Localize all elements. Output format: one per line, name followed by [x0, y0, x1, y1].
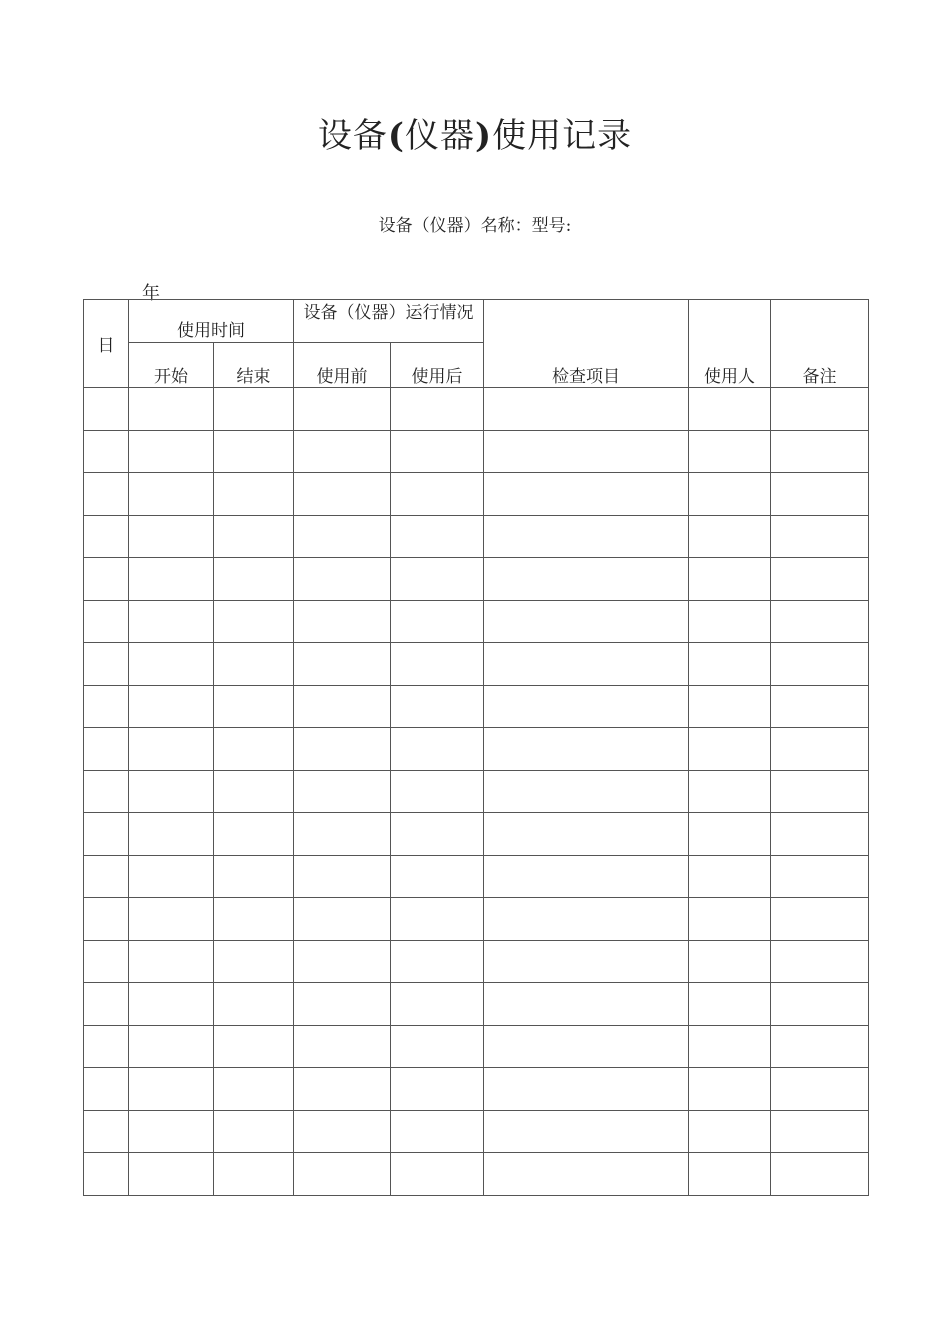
header-check-items: 检查项目	[484, 300, 689, 388]
day-cell[interactable]	[84, 558, 129, 601]
day-cell[interactable]	[84, 430, 129, 473]
user-cell[interactable]	[689, 685, 771, 728]
before-use-cell[interactable]	[294, 430, 391, 473]
header-remarks: 备注	[771, 300, 869, 388]
day-cell[interactable]	[84, 643, 129, 686]
end-cell[interactable]	[214, 983, 294, 1026]
user-cell[interactable]	[689, 1153, 771, 1196]
after-use-cell[interactable]	[391, 1068, 484, 1111]
before-use-cell[interactable]	[294, 855, 391, 898]
before-use-cell[interactable]	[294, 473, 391, 516]
day-cell[interactable]	[84, 473, 129, 516]
header-use-time: 使用时间	[129, 300, 294, 343]
before-use-cell[interactable]	[294, 1110, 391, 1153]
start-cell[interactable]	[129, 1068, 214, 1111]
user-cell[interactable]	[689, 983, 771, 1026]
check-items-cell[interactable]	[484, 1110, 689, 1153]
after-use-cell[interactable]	[391, 1110, 484, 1153]
after-use-cell[interactable]	[391, 473, 484, 516]
before-use-cell[interactable]	[294, 940, 391, 983]
remarks-cell[interactable]	[771, 728, 869, 771]
remarks-cell[interactable]	[771, 898, 869, 941]
check-items-cell[interactable]	[484, 1025, 689, 1068]
header-row-1	[84, 300, 869, 343]
end-cell[interactable]	[214, 1025, 294, 1068]
after-use-cell[interactable]	[391, 388, 484, 431]
before-use-cell[interactable]	[294, 685, 391, 728]
end-cell[interactable]	[214, 728, 294, 771]
end-cell[interactable]	[214, 898, 294, 941]
end-cell[interactable]	[214, 473, 294, 516]
check-items-cell[interactable]	[484, 1153, 689, 1196]
remarks-cell[interactable]	[771, 515, 869, 558]
day-cell[interactable]	[84, 855, 129, 898]
table-row	[84, 855, 869, 898]
after-use-cell[interactable]	[391, 1025, 484, 1068]
start-cell[interactable]	[129, 940, 214, 983]
end-cell[interactable]	[214, 770, 294, 813]
start-cell[interactable]	[129, 983, 214, 1026]
day-cell[interactable]	[84, 813, 129, 856]
start-cell[interactable]	[129, 643, 214, 686]
header-run-status: 设备（仪器）运行情况	[294, 300, 484, 343]
check-items-cell[interactable]	[484, 473, 689, 516]
user-cell[interactable]	[689, 898, 771, 941]
after-use-cell[interactable]	[391, 898, 484, 941]
page-title	[0, 108, 950, 157]
user-cell[interactable]	[689, 1025, 771, 1068]
before-use-cell[interactable]	[294, 515, 391, 558]
table-row	[84, 1025, 869, 1068]
end-cell[interactable]	[214, 558, 294, 601]
check-items-cell[interactable]	[484, 728, 689, 771]
after-use-cell[interactable]	[391, 813, 484, 856]
day-cell[interactable]	[84, 940, 129, 983]
start-cell[interactable]	[129, 558, 214, 601]
check-items-cell[interactable]	[484, 643, 689, 686]
day-cell[interactable]	[84, 388, 129, 431]
remarks-cell[interactable]	[771, 855, 869, 898]
before-use-cell[interactable]	[294, 728, 391, 771]
remarks-cell[interactable]	[771, 1153, 869, 1196]
header-user: 使用人	[689, 300, 771, 388]
table-row	[84, 685, 869, 728]
after-use-cell[interactable]	[391, 770, 484, 813]
after-use-cell[interactable]	[391, 728, 484, 771]
title-close-bracket: )	[475, 116, 493, 156]
before-use-cell[interactable]	[294, 600, 391, 643]
check-items-cell[interactable]	[484, 685, 689, 728]
end-cell[interactable]	[214, 430, 294, 473]
user-cell[interactable]	[689, 855, 771, 898]
day-cell[interactable]	[84, 1025, 129, 1068]
remarks-cell[interactable]	[771, 600, 869, 643]
table-row	[84, 1153, 869, 1196]
check-items-cell[interactable]	[484, 1068, 689, 1111]
day-cell[interactable]	[84, 898, 129, 941]
record-body	[84, 388, 869, 1196]
table-row	[84, 898, 869, 941]
before-use-cell[interactable]	[294, 1068, 391, 1111]
check-items-cell[interactable]	[484, 600, 689, 643]
end-cell[interactable]	[214, 600, 294, 643]
after-use-cell[interactable]	[391, 643, 484, 686]
remarks-cell[interactable]	[771, 643, 869, 686]
after-use-cell[interactable]	[391, 983, 484, 1026]
remarks-cell[interactable]	[771, 430, 869, 473]
table-row	[84, 643, 869, 686]
check-items-cell[interactable]	[484, 515, 689, 558]
start-cell[interactable]	[129, 473, 214, 516]
table-row	[84, 388, 869, 431]
user-cell[interactable]	[689, 813, 771, 856]
end-cell[interactable]	[214, 1068, 294, 1111]
table-row	[84, 940, 869, 983]
user-cell[interactable]	[689, 643, 771, 686]
table-row	[84, 1110, 869, 1153]
after-use-cell[interactable]	[391, 515, 484, 558]
user-cell[interactable]	[689, 728, 771, 771]
day-cell[interactable]	[84, 685, 129, 728]
title-open-bracket: (	[387, 116, 405, 156]
user-cell[interactable]	[689, 515, 771, 558]
user-cell[interactable]	[689, 388, 771, 431]
check-items-cell[interactable]	[484, 983, 689, 1026]
before-use-cell[interactable]	[294, 643, 391, 686]
table-row	[84, 728, 869, 771]
remarks-cell[interactable]	[771, 685, 869, 728]
title-middle: 仪器	[405, 116, 475, 156]
start-cell[interactable]	[129, 600, 214, 643]
before-use-cell[interactable]	[294, 983, 391, 1026]
table-row	[84, 558, 869, 601]
user-cell[interactable]	[689, 600, 771, 643]
table-row	[84, 1068, 869, 1111]
day-cell[interactable]	[84, 1153, 129, 1196]
check-items-cell[interactable]	[484, 558, 689, 601]
check-items-cell[interactable]	[484, 430, 689, 473]
end-cell[interactable]	[214, 813, 294, 856]
table-row	[84, 430, 869, 473]
equipment-name-model-label: 设备（仪器）名称：型号:	[378, 216, 572, 236]
end-cell[interactable]	[214, 515, 294, 558]
day-cell[interactable]	[84, 728, 129, 771]
header-end: 结束	[214, 343, 294, 388]
after-use-cell[interactable]	[391, 600, 484, 643]
before-use-cell[interactable]	[294, 813, 391, 856]
end-cell[interactable]	[214, 1110, 294, 1153]
after-use-cell[interactable]	[391, 855, 484, 898]
user-cell[interactable]	[689, 770, 771, 813]
end-cell[interactable]	[214, 855, 294, 898]
remarks-cell[interactable]	[771, 983, 869, 1026]
check-items-cell[interactable]	[484, 940, 689, 983]
end-cell[interactable]	[214, 1153, 294, 1196]
header-after-use: 使用后	[391, 343, 484, 388]
start-cell[interactable]	[129, 728, 214, 771]
user-cell[interactable]	[689, 430, 771, 473]
day-cell[interactable]	[84, 1110, 129, 1153]
before-use-cell[interactable]	[294, 558, 391, 601]
before-use-cell[interactable]	[294, 1153, 391, 1196]
remarks-cell[interactable]	[771, 1110, 869, 1153]
check-items-cell[interactable]	[484, 855, 689, 898]
day-cell[interactable]	[84, 515, 129, 558]
after-use-cell[interactable]	[391, 685, 484, 728]
check-items-cell[interactable]	[484, 813, 689, 856]
day-cell[interactable]	[84, 770, 129, 813]
table-row	[84, 770, 869, 813]
before-use-cell[interactable]	[294, 770, 391, 813]
start-cell[interactable]	[129, 813, 214, 856]
remarks-cell[interactable]	[771, 558, 869, 601]
user-cell[interactable]	[689, 940, 771, 983]
user-cell[interactable]	[689, 473, 771, 516]
user-cell[interactable]	[689, 1068, 771, 1111]
table-row	[84, 813, 869, 856]
end-cell[interactable]	[214, 685, 294, 728]
after-use-cell[interactable]	[391, 940, 484, 983]
header-start: 开始	[129, 343, 214, 388]
header-day: 日	[84, 300, 129, 388]
user-cell[interactable]	[689, 558, 771, 601]
after-use-cell[interactable]	[391, 430, 484, 473]
start-cell[interactable]	[129, 855, 214, 898]
remarks-cell[interactable]	[771, 473, 869, 516]
before-use-cell[interactable]	[294, 388, 391, 431]
after-use-cell[interactable]	[391, 1153, 484, 1196]
title-part1: 设备	[317, 116, 388, 156]
before-use-cell[interactable]	[294, 1025, 391, 1068]
table-row	[84, 983, 869, 1026]
usage-record-table	[83, 299, 869, 1196]
remarks-cell[interactable]	[771, 1068, 869, 1111]
day-cell[interactable]	[84, 983, 129, 1026]
check-items-cell[interactable]	[484, 898, 689, 941]
day-cell[interactable]	[84, 1068, 129, 1111]
start-cell[interactable]	[129, 898, 214, 941]
start-cell[interactable]	[129, 685, 214, 728]
start-cell[interactable]	[129, 1025, 214, 1068]
remarks-cell[interactable]	[771, 940, 869, 983]
title-part2: 使用记录	[492, 116, 633, 156]
table-row	[84, 600, 869, 643]
remarks-cell[interactable]	[771, 1025, 869, 1068]
start-cell[interactable]	[129, 515, 214, 558]
header-before-use: 使用前	[294, 343, 391, 388]
remarks-cell[interactable]	[771, 813, 869, 856]
remarks-cell[interactable]	[771, 388, 869, 431]
start-cell[interactable]	[129, 430, 214, 473]
end-cell[interactable]	[214, 388, 294, 431]
day-cell[interactable]	[84, 600, 129, 643]
end-cell[interactable]	[214, 940, 294, 983]
year-label: 年	[142, 283, 160, 304]
after-use-cell[interactable]	[391, 558, 484, 601]
check-items-cell[interactable]	[484, 388, 689, 431]
table-row	[84, 473, 869, 516]
check-items-cell[interactable]	[484, 770, 689, 813]
start-cell[interactable]	[129, 1110, 214, 1153]
remarks-cell[interactable]	[771, 770, 869, 813]
start-cell[interactable]	[129, 388, 214, 431]
before-use-cell[interactable]	[294, 898, 391, 941]
table-row	[84, 515, 869, 558]
end-cell[interactable]	[214, 643, 294, 686]
start-cell[interactable]	[129, 1153, 214, 1196]
user-cell[interactable]	[689, 1110, 771, 1153]
start-cell[interactable]	[129, 770, 214, 813]
